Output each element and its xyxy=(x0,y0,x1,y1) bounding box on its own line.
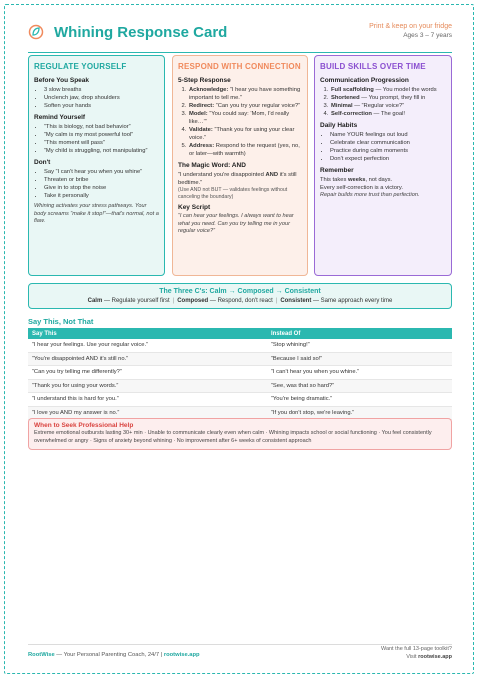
say-this-title: Say This, Not That xyxy=(28,317,94,326)
steps-list xyxy=(178,86,302,158)
magic-note: (Use AND not BUT — validates feelings without canceling the boundary) xyxy=(178,187,288,200)
list-item: • 3 slow breaths xyxy=(44,86,159,94)
table-header xyxy=(28,328,452,339)
three-cs-line: Calm — Regulate yourself first | Composed — Respond, don't react | Consistent — Same approach every time xyxy=(87,298,393,304)
progression-item: 2. Shortened — You prompt, they fill in xyxy=(330,94,446,102)
steps-heading: 5-Step Response xyxy=(178,77,231,84)
regulate-note: Whining activates your stress pathways. Your body screams “make it stop!”—that's normal, not a flaw. xyxy=(34,203,159,224)
col-say-this: Say This xyxy=(32,330,57,337)
remember-line: This takes weeks, not days. xyxy=(320,177,393,183)
regulate-title: REGULATE YOURSELF xyxy=(34,62,127,71)
footer-brand: RootWise xyxy=(28,652,55,658)
professional-help-box xyxy=(28,418,452,450)
progression-item: 4. Self-correction — The goal! xyxy=(330,110,446,118)
remember-heading: Remember xyxy=(320,167,354,174)
three-cs-title: The Three C's: Calm → Composed → Consistent xyxy=(159,288,321,295)
list-item: • Take it personally xyxy=(44,192,159,200)
help-text: Extreme emotional outbursts lasting 30+ min · Unable to communicate clearly even when calm · Whining impacts school or social functioning · You feel consistently overwhelmed or angry · Signs of anxiety beyond whining · No improvement after 6+ weeks of consistent approach xyxy=(34,430,432,444)
habits-heading: Daily Habits xyxy=(320,122,358,129)
list-item: • Soften your hands xyxy=(44,102,159,110)
col-instead-of: Instead Of xyxy=(271,330,301,337)
build-title: BUILD SKILLS OVER TIME xyxy=(320,62,426,71)
table-row: “Thank you for using your words.” “See, was that so hard?” xyxy=(28,380,452,394)
table-row: “You're disappointed AND it's still no.” “Because I said so!” xyxy=(28,353,452,367)
progression-item: 1. Full scaffolding — You model the words xyxy=(330,86,446,94)
magic-heading: The Magic Word: AND xyxy=(178,162,246,169)
footer-left: RootWise — Your Personal Parenting Coach, 24/7 | rootwise.app xyxy=(28,652,200,658)
toolkit-link[interactable]: rootwise.app xyxy=(418,653,452,660)
list-item: • “This is biology, not bad behavior” xyxy=(44,123,159,131)
step-item: 3. Model: “You could say: ‘Mom, I'd really like…’” xyxy=(188,110,302,126)
before-heading: Before You Speak xyxy=(34,77,90,84)
list-item: • Unclench jaw, drop shoulders xyxy=(44,94,159,102)
table-row: “I hear your feelings. Use your regular voice.” “Stop whining!” xyxy=(28,339,452,353)
age-range: Ages 3 – 7 years xyxy=(403,32,452,39)
respond-title: RESPOND WITH CONNECTION xyxy=(178,62,301,71)
header xyxy=(28,22,452,53)
remind-list xyxy=(34,123,159,155)
table-body xyxy=(28,339,452,420)
remember-line-2: Every self-correction is a victory. xyxy=(320,185,404,191)
script-text: “I can hear your feelings. I always want to hear what you need. Can you try telling me in your regular voice?” xyxy=(178,213,294,234)
before-list xyxy=(34,86,159,110)
print-note: Print & keep on your fridge xyxy=(369,23,452,30)
progression-heading: Communication Progression xyxy=(320,77,409,84)
list-item: • “My child is struggling, not manipulating” xyxy=(44,147,159,155)
footer-link[interactable]: rootwise.app xyxy=(163,652,200,658)
list-item: • Threaten or bribe xyxy=(44,176,159,184)
footer xyxy=(28,644,452,667)
page-title: Whining Response Card xyxy=(54,24,228,41)
respond-panel xyxy=(172,55,308,276)
script-heading: Key Script xyxy=(178,204,211,211)
step-item: 1. Acknowledge: “I hear you have something important to tell me.” xyxy=(188,86,302,102)
list-item: • Name YOUR feelings out loud xyxy=(330,131,446,139)
table-row: “I love you AND my answer is no.” “If you don't stop, we're leaving.” xyxy=(28,407,452,421)
build-panel xyxy=(314,55,452,276)
progression-list xyxy=(320,86,446,118)
progression-item: 3. Minimal — “Regular voice?” xyxy=(330,102,446,110)
table-row: “I understand this is hard for you.” “You're being dramatic.” xyxy=(28,393,452,407)
footer-right: Want the full 13-page toolkit? Visit rootwise.app xyxy=(380,646,452,660)
three-cs-banner xyxy=(28,283,452,309)
step-item: 2. Redirect: “Can you try your regular voice?” xyxy=(188,102,302,110)
regulate-panel xyxy=(28,55,165,276)
dont-heading: Don't xyxy=(34,159,51,166)
list-item: • Don't expect perfection xyxy=(330,155,446,163)
step-item: 5. Address: Respond to the request (yes, no, or later—with warmth) xyxy=(188,142,302,158)
list-item: • “This moment will pass” xyxy=(44,139,159,147)
say-this-table xyxy=(28,328,452,420)
dont-list xyxy=(34,168,159,200)
leaf-logo-icon xyxy=(28,24,44,40)
list-item: • “My calm is my most powerful tool” xyxy=(44,131,159,139)
list-item: • Say “I can't hear you when you whine” xyxy=(44,168,159,176)
list-item: • Give in to stop the noise xyxy=(44,184,159,192)
help-title: When to Seek Professional Help xyxy=(34,422,134,429)
table-row: “Can you try telling me differently?” “I can't hear you when you whine.” xyxy=(28,366,452,380)
step-item: 4. Validate: “Thank you for using your clear voice.” xyxy=(188,126,302,142)
list-item: • Celebrate clear communication xyxy=(330,139,446,147)
list-item: • Practice during calm moments xyxy=(330,147,446,155)
magic-quote: “I understand you're disappointed AND it's still bedtime.” xyxy=(178,172,297,186)
remember-note: Repair builds more trust than perfection. xyxy=(320,192,420,198)
remind-heading: Remind Yourself xyxy=(34,114,86,121)
habits-list xyxy=(320,131,446,163)
